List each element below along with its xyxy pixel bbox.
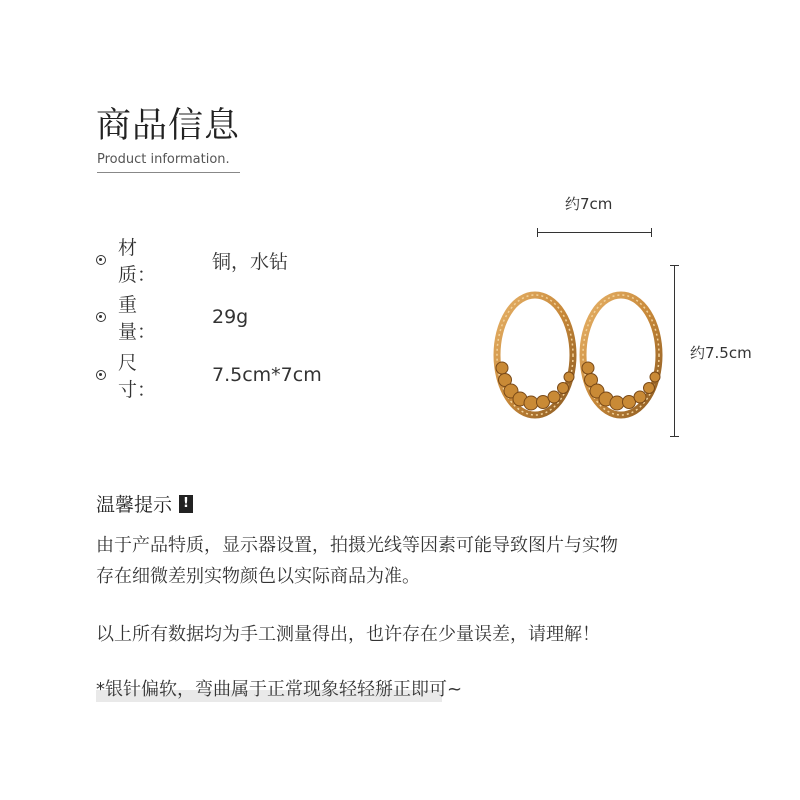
- height-dimension-line: [674, 265, 675, 437]
- tips-line-1: 由于产品特质，显示器设置，拍摄光线等因素可能导致图片与实物: [96, 535, 618, 556]
- width-dimension-label: 约7cm: [565, 195, 613, 213]
- tips-heading-text: 温馨提示: [96, 494, 173, 516]
- bullet-icon: [96, 312, 106, 322]
- width-dimension-line: [537, 232, 652, 233]
- spec-value: 29g: [212, 306, 249, 328]
- spec-label: 重 量：: [118, 294, 176, 343]
- spec-value: 铜，水钻: [212, 250, 289, 273]
- subtitle-underline: [97, 172, 240, 173]
- bullet-icon: [96, 370, 106, 380]
- exclamation-icon: !: [179, 495, 193, 513]
- spec-label: 尺 寸：: [118, 352, 176, 401]
- spec-weight: [96, 294, 249, 343]
- bullet-icon: [96, 255, 106, 265]
- page-subtitle: Product information.: [97, 152, 230, 167]
- spec-value: 7.5cm*7cm: [212, 364, 322, 386]
- page-title: 商品信息: [96, 106, 241, 146]
- tips-note: *银针偏软，弯曲属于正常现象轻轻掰正即可~: [96, 679, 463, 700]
- earrings-product-image: [488, 280, 668, 430]
- tips-heading: [96, 490, 193, 517]
- spec-label: 材 质：: [118, 237, 176, 286]
- height-dimension-label: 约7.5cm: [690, 344, 752, 362]
- right-earring-hoop: [582, 295, 660, 415]
- spec-size: [96, 352, 322, 401]
- spec-material: [96, 237, 289, 286]
- left-earring-hoop: [496, 295, 574, 415]
- tips-line-2: 存在细微差别实物颜色以实际商品为准。: [96, 566, 420, 587]
- tips-line-3: 以上所有数据均为手工测量得出，也许存在少量误差，请理解！: [96, 624, 600, 645]
